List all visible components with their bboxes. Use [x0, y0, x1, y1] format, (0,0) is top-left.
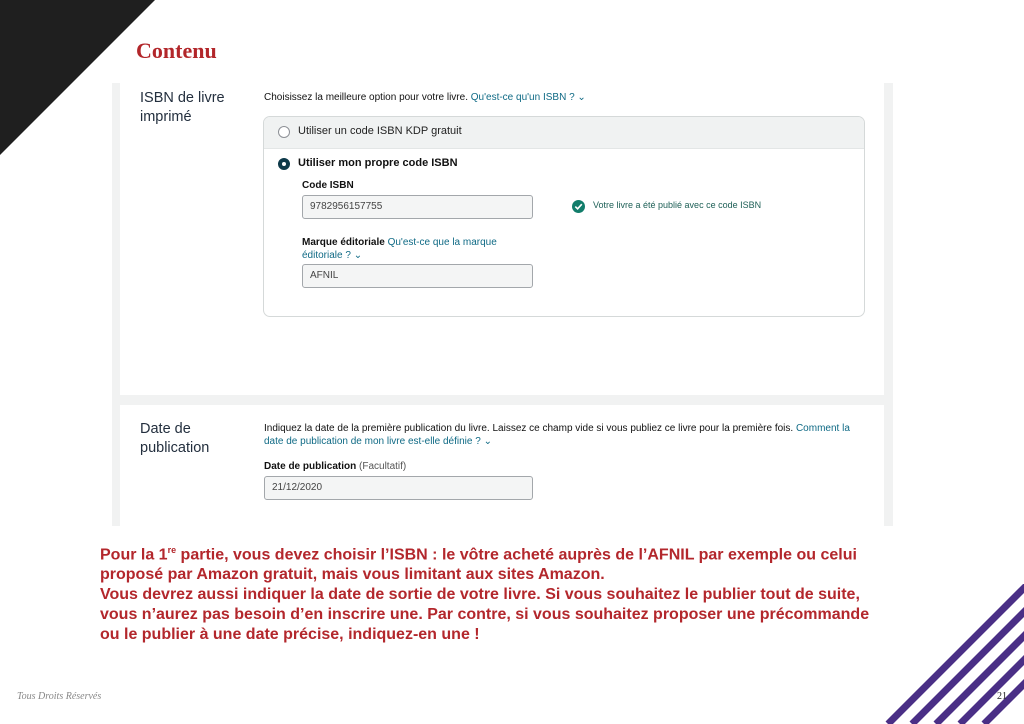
imprint-link-line1: Qu'est-ce que la marque — [387, 237, 497, 248]
isbn-section-label — [140, 89, 240, 127]
body-line-3: Vous devrez aussi indiquer la date de sortie de votre livre. Si vous souhaitez le publier tout de suite, — [100, 586, 860, 604]
isbn-status-text: Votre livre a été publié avec ce code ISBN — [593, 200, 762, 210]
radio-unselected-icon[interactable] — [278, 126, 290, 138]
imprint-label-text: Marque éditoriale — [302, 237, 385, 248]
date-label-line1: Date de — [140, 421, 191, 437]
isbn-help-link-text: Qu'est-ce qu'un ISBN ? — [470, 92, 575, 103]
imprint-link-line2: éditoriale ? — [302, 250, 351, 261]
isbn-code-input[interactable]: 9782956157755 — [302, 195, 533, 219]
chevron-down-icon: ⌄ — [353, 250, 363, 261]
isbn-options-box — [263, 116, 865, 317]
date-section-label — [140, 420, 240, 458]
date-field-label — [264, 461, 406, 472]
date-link-part2: la date de publication de mon livre est-elle définie ? — [264, 423, 850, 447]
imprint-label — [302, 236, 522, 262]
date-optional-text: (Facultatif) — [359, 461, 407, 472]
date-field-label-text: Date de publication — [264, 461, 357, 472]
publication-date-panel — [120, 405, 884, 526]
date-intro — [264, 423, 864, 448]
date-link-part1: Comment — [795, 423, 840, 434]
isbn-label-line1: ISBN de livre — [140, 90, 225, 106]
slide-body-text — [100, 540, 930, 645]
isbn-label-line2: imprimé — [140, 109, 192, 125]
body-line-5: ou le publier à une date précise, indiquez-en une ! — [100, 626, 480, 644]
date-intro-text: Indiquez la date de la première publication du livre. Laissez ce champ vide si vous publiez ce livre pour la première fois. — [264, 423, 794, 434]
isbn-intro-text: Choisissez la meilleure option pour votre livre. — [264, 92, 468, 103]
date-label-line2: publication — [140, 440, 210, 456]
footer-rights: Tous Droits Réservés — [17, 691, 102, 702]
body-line-1 — [100, 540, 930, 565]
check-circle-icon — [572, 200, 585, 213]
isbn-panel — [120, 83, 884, 395]
imprint-input[interactable]: AFNIL — [302, 264, 533, 288]
body-line-4: vous n’aurez pas besoin d’en inscrire une. Par contre, si vous souhaitez proposer une précommande — [100, 606, 870, 624]
publication-date-input[interactable]: 21/12/2020 — [264, 476, 533, 500]
option-free-label: Utiliser un code ISBN KDP gratuit — [298, 125, 462, 137]
body-line-1-sup: re — [167, 545, 177, 555]
option-own-label[interactable]: Utiliser mon propre code ISBN — [298, 157, 458, 169]
slide-title: Contenu — [136, 38, 217, 63]
kdp-form-screenshot — [112, 83, 893, 526]
body-line-1a: Pour la 1 — [100, 546, 168, 564]
isbn-intro — [264, 92, 586, 105]
body-line-2: proposé par Amazon gratuit, mais vous limitant aux sites Amazon. — [100, 566, 605, 584]
option-free-isbn[interactable] — [264, 117, 864, 149]
isbn-code-label: Code ISBN — [302, 180, 354, 191]
chevron-down-icon: ⌄ — [483, 435, 492, 447]
radio-selected-icon[interactable] — [278, 158, 290, 170]
chevron-down-icon: ⌄ — [577, 92, 586, 103]
page-number: 21 — [997, 691, 1007, 702]
isbn-help-link[interactable] — [471, 92, 586, 103]
body-line-1b: partie, vous devez choisir l’ISBN : le vôtre acheté auprès de l’AFNIL par exemple ou celui — [176, 546, 857, 564]
